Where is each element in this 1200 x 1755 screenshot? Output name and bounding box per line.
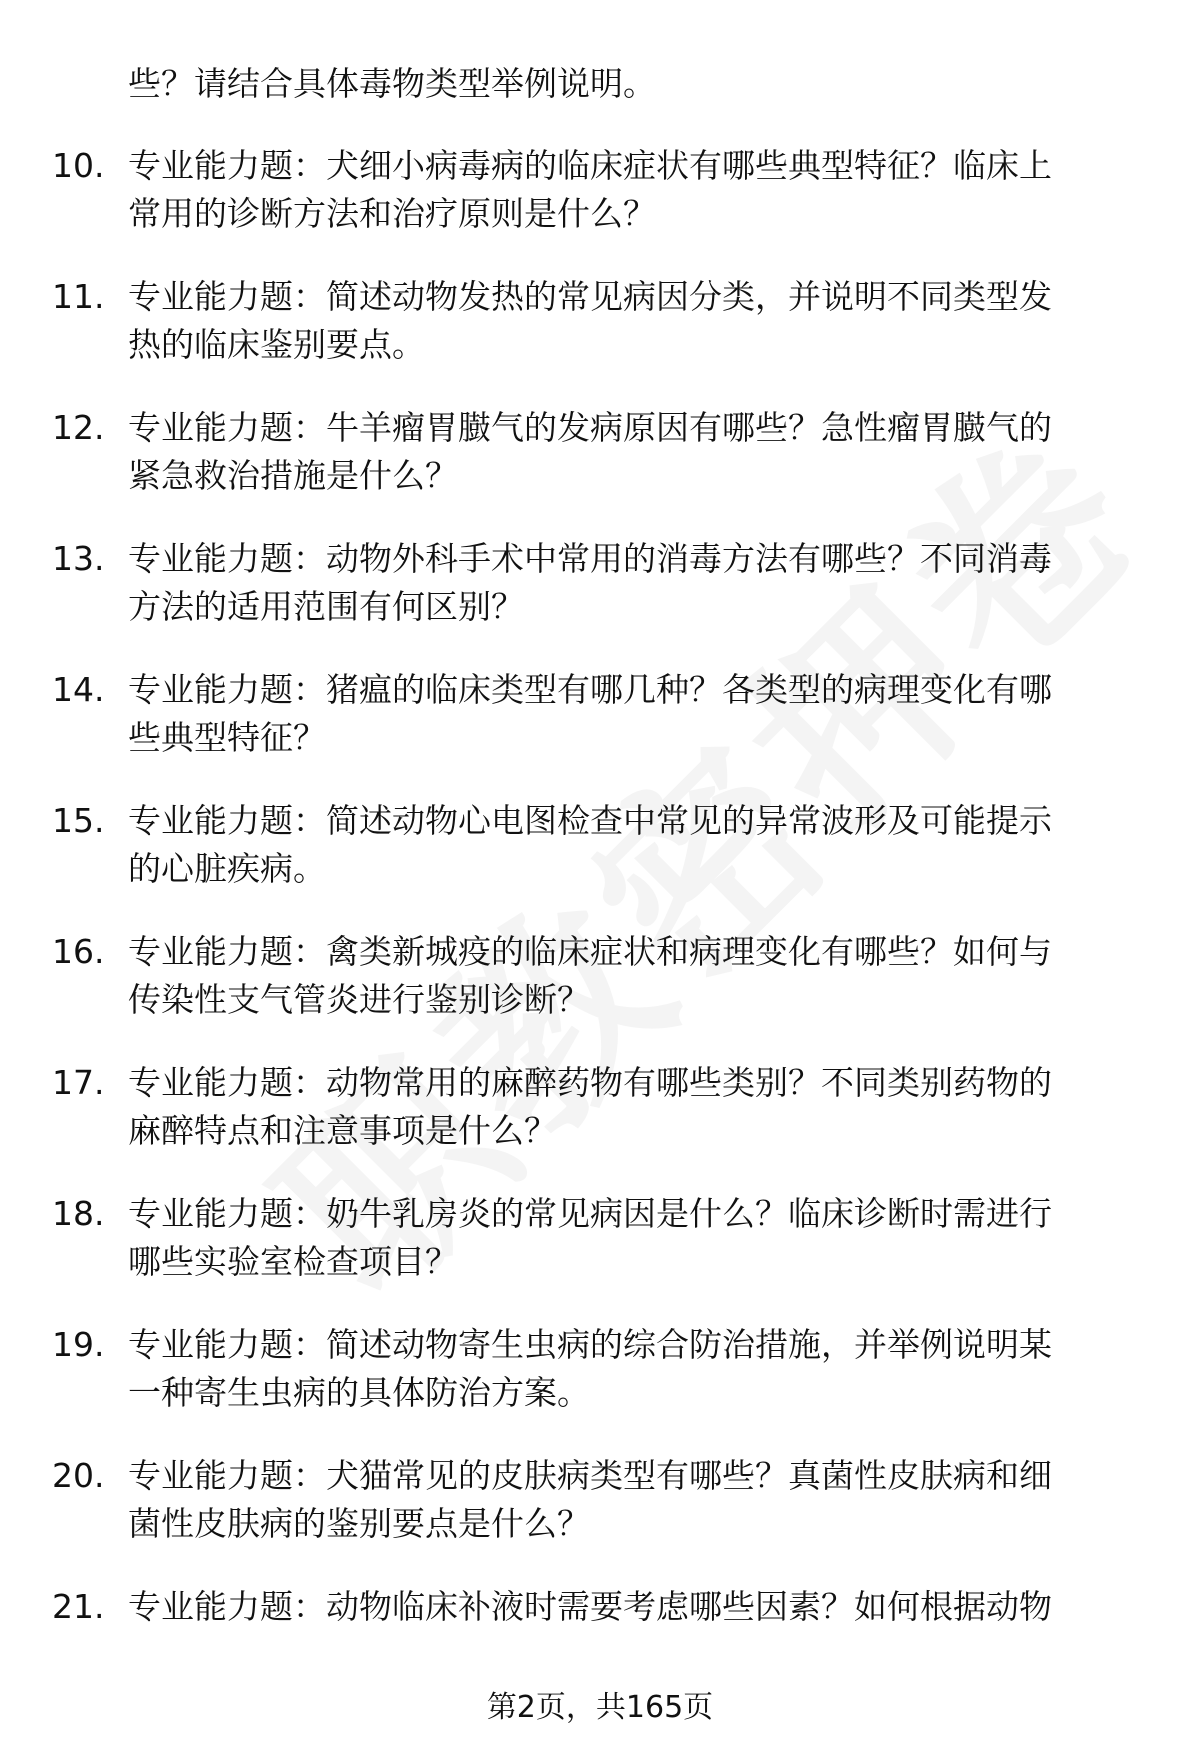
question-number: 19. (52, 1325, 105, 1364)
question-text-line: 专业能力题：牛羊瘤胃臌气的发病原因有哪些？急性瘤胃臌气的 (128, 408, 1052, 447)
question-text (128, 1583, 1138, 1631)
question-item (0, 404, 1200, 535)
question-item (0, 1190, 1200, 1321)
question-text-line: 专业能力题：简述动物心电图检查中常见的异常波形及可能提示 (128, 801, 1052, 840)
question-text-line: 热的临床鉴别要点。 (128, 325, 425, 364)
question-number: 12. (52, 408, 105, 447)
question-item (0, 666, 1200, 797)
question-text-line: 专业能力题：动物临床补液时需要考虑哪些因素？如何根据动物 (128, 1587, 1052, 1626)
question-text-line: 菌性皮肤病的鉴别要点是什么？ (128, 1504, 590, 1543)
question-text (128, 928, 1138, 1024)
question-text (128, 797, 1138, 893)
question-text-line: 传染性支气管炎进行鉴别诊断？ (128, 980, 590, 1019)
question-item (0, 535, 1200, 666)
question-text-line: 专业能力题：奶牛乳房炎的常见病因是什么？临床诊断时需进行 (128, 1194, 1052, 1233)
question-number: 18. (52, 1194, 105, 1233)
question-number: 21. (52, 1587, 105, 1626)
question-number: 10. (52, 146, 105, 185)
question-text-line: 专业能力题：简述动物寄生虫病的综合防治措施，并举例说明某 (128, 1325, 1052, 1364)
question-text-line: 专业能力题：禽类新城疫的临床症状和病理变化有哪些？如何与 (128, 932, 1052, 971)
question-text-line: 专业能力题：犬细小病毒病的临床症状有哪些典型特征？临床上 (128, 146, 1052, 185)
question-text-line: 一种寄生虫病的具体防治方案。 (128, 1373, 590, 1412)
question-text-line: 专业能力题：动物常用的麻醉药物有哪些类别？不同类别药物的 (128, 1063, 1052, 1102)
question-text (128, 142, 1138, 238)
question-text-line: 专业能力题：动物外科手术中常用的消毒方法有哪些？不同消毒 (128, 539, 1052, 578)
question-item (0, 1452, 1200, 1583)
question-number: 17. (52, 1063, 105, 1102)
question-number: 20. (52, 1456, 105, 1495)
question-text-line: 麻醉特点和注意事项是什么？ (128, 1111, 557, 1150)
question-number: 13. (52, 539, 105, 578)
question-item (0, 797, 1200, 928)
question-text-line: 专业能力题：犬猫常见的皮肤病类型有哪些？真菌性皮肤病和细 (128, 1456, 1052, 1495)
question-text (128, 1321, 1138, 1417)
question-text (128, 404, 1138, 500)
question-number: 14. (52, 670, 105, 709)
question-number: 15. (52, 801, 105, 840)
question-list (0, 142, 1200, 1714)
question-text (128, 666, 1138, 762)
question-text-line: 方法的适用范围有何区别？ (128, 587, 524, 626)
question-text-line: 紧急救治措施是什么？ (128, 456, 458, 495)
question-text-line: 常用的诊断方法和治疗原则是什么？ (128, 194, 656, 233)
continuation-line: 些？请结合具体毒物类型举例说明。 (128, 64, 656, 103)
question-item (0, 928, 1200, 1059)
question-text-line: 专业能力题：简述动物发热的常见病因分类，并说明不同类型发 (128, 277, 1052, 316)
question-item (0, 142, 1200, 273)
question-text (128, 535, 1138, 631)
question-item (0, 273, 1200, 404)
question-text (128, 273, 1138, 369)
question-text-line: 些典型特征？ (128, 718, 326, 757)
question-text-line: 哪些实验室检查项目？ (128, 1242, 458, 1281)
question-text-line: 的心脏疾病。 (128, 849, 326, 888)
question-text (128, 1452, 1138, 1548)
question-item (0, 1059, 1200, 1190)
page-footer: 第2页，共165页 (486, 1690, 714, 1725)
question-text (128, 1190, 1138, 1286)
question-number: 11. (52, 277, 105, 316)
question-item (0, 1321, 1200, 1452)
question-number: 16. (52, 932, 105, 971)
question-text-line: 专业能力题：猪瘟的临床类型有哪几种？各类型的病理变化有哪 (128, 670, 1052, 709)
question-text (128, 1059, 1138, 1155)
